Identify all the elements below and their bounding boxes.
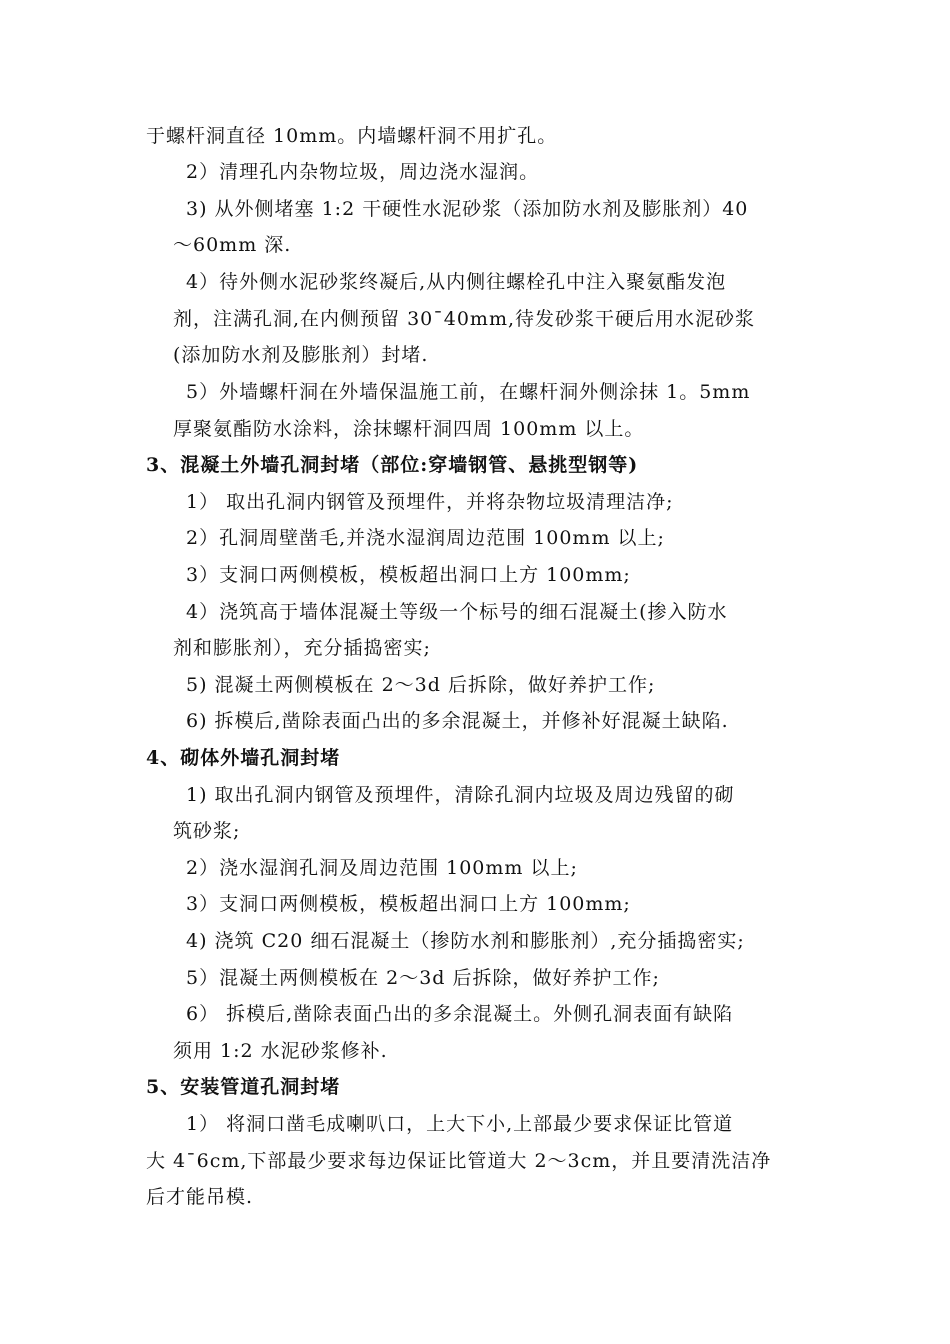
list-item-continuation: 大 4¯6cm,下部最少要求每边保证比管道大 2～3cm，并且要清洗洁净 (146, 1150, 772, 1172)
list-item: 3）支洞口两侧模板，模板超出洞口上方 100mm; (186, 564, 631, 586)
list-item-continuation: 后才能吊模. (146, 1186, 254, 1208)
list-item: 5）外墙螺杆洞在外墙保温施工前，在螺杆洞外侧涂抹 1。5mm (186, 381, 751, 403)
list-item: 2）清理孔内杂物垃圾，周边浇水湿润。 (186, 161, 540, 183)
section-heading: 4、砌体外墙孔洞封堵 (146, 747, 341, 769)
list-item: 4）待外侧水泥砂浆终凝后,从内侧往螺栓孔中注入聚氨酯发泡 (186, 271, 727, 293)
list-item: 4）浇筑高于墙体混凝土等级一个标号的细石混凝土(掺入防水 (186, 601, 728, 623)
list-item: 3) 从外侧堵塞 1:2 干硬性水泥砂浆（添加防水剂及膨胀剂）40 (186, 198, 749, 220)
list-item-continuation: 筑砂浆; (173, 820, 241, 842)
list-item-continuation: (添加防水剂及膨胀剂）封堵. (173, 344, 429, 366)
list-item-continuation: 须用 1:2 水泥砂浆修补. (173, 1040, 388, 1062)
list-item-continuation: 剂和膨胀剂），充分插捣密实; (173, 637, 431, 659)
list-item: 5）混凝土两侧模板在 2～3d 后拆除，做好养护工作; (186, 967, 660, 989)
list-item-continuation: ～60mm 深. (173, 234, 292, 256)
list-item: 6） 拆模后,凿除表面凸出的多余混凝土。外侧孔洞表面有缺陷 (186, 1003, 734, 1025)
list-item: 6) 拆模后,凿除表面凸出的多余混凝土，并修补好混凝土缺陷. (186, 710, 729, 732)
list-item: 1） 取出孔洞内钢管及预埋件，并将杂物垃圾清理洁净; (186, 491, 674, 513)
list-item: 1) 取出孔洞内钢管及预埋件，清除孔洞内垃圾及周边残留的砌 (186, 784, 735, 806)
list-item: 4) 浇筑 C20 细石混凝土（掺防水剂和膨胀剂）,充分插捣密实; (186, 930, 745, 952)
list-item: 3）支洞口两侧模板，模板超出洞口上方 100mm; (186, 893, 631, 915)
list-item: 2）浇水湿润孔洞及周边范围 100mm 以上; (186, 857, 578, 879)
list-item: 1） 将洞口凿毛成喇叭口，上大下小,上部最少要求保证比管道 (186, 1113, 734, 1135)
list-item: 5) 混凝土两侧模板在 2～3d 后拆除，做好养护工作; (186, 674, 656, 696)
list-item-continuation: 剂，注满孔洞,在内侧预留 30¯40mm,待发砂浆干硬后用水泥砂浆 (173, 308, 756, 330)
list-item: 2）孔洞周壁凿毛,并浇水湿润周边范围 100mm 以上; (186, 527, 665, 549)
section-heading: 5、安装管道孔洞封堵 (146, 1076, 341, 1098)
list-item-continuation: 厚聚氨酯防水涂料，涂抹螺杆洞四周 100mm 以上。 (173, 418, 645, 440)
section-heading: 3、混凝土外墙孔洞封堵（部位:穿墙钢管、悬挑型钢等) (146, 454, 639, 476)
paragraph-line: 于螺杆洞直径 10mm。内墙螺杆洞不用扩孔。 (146, 125, 558, 147)
